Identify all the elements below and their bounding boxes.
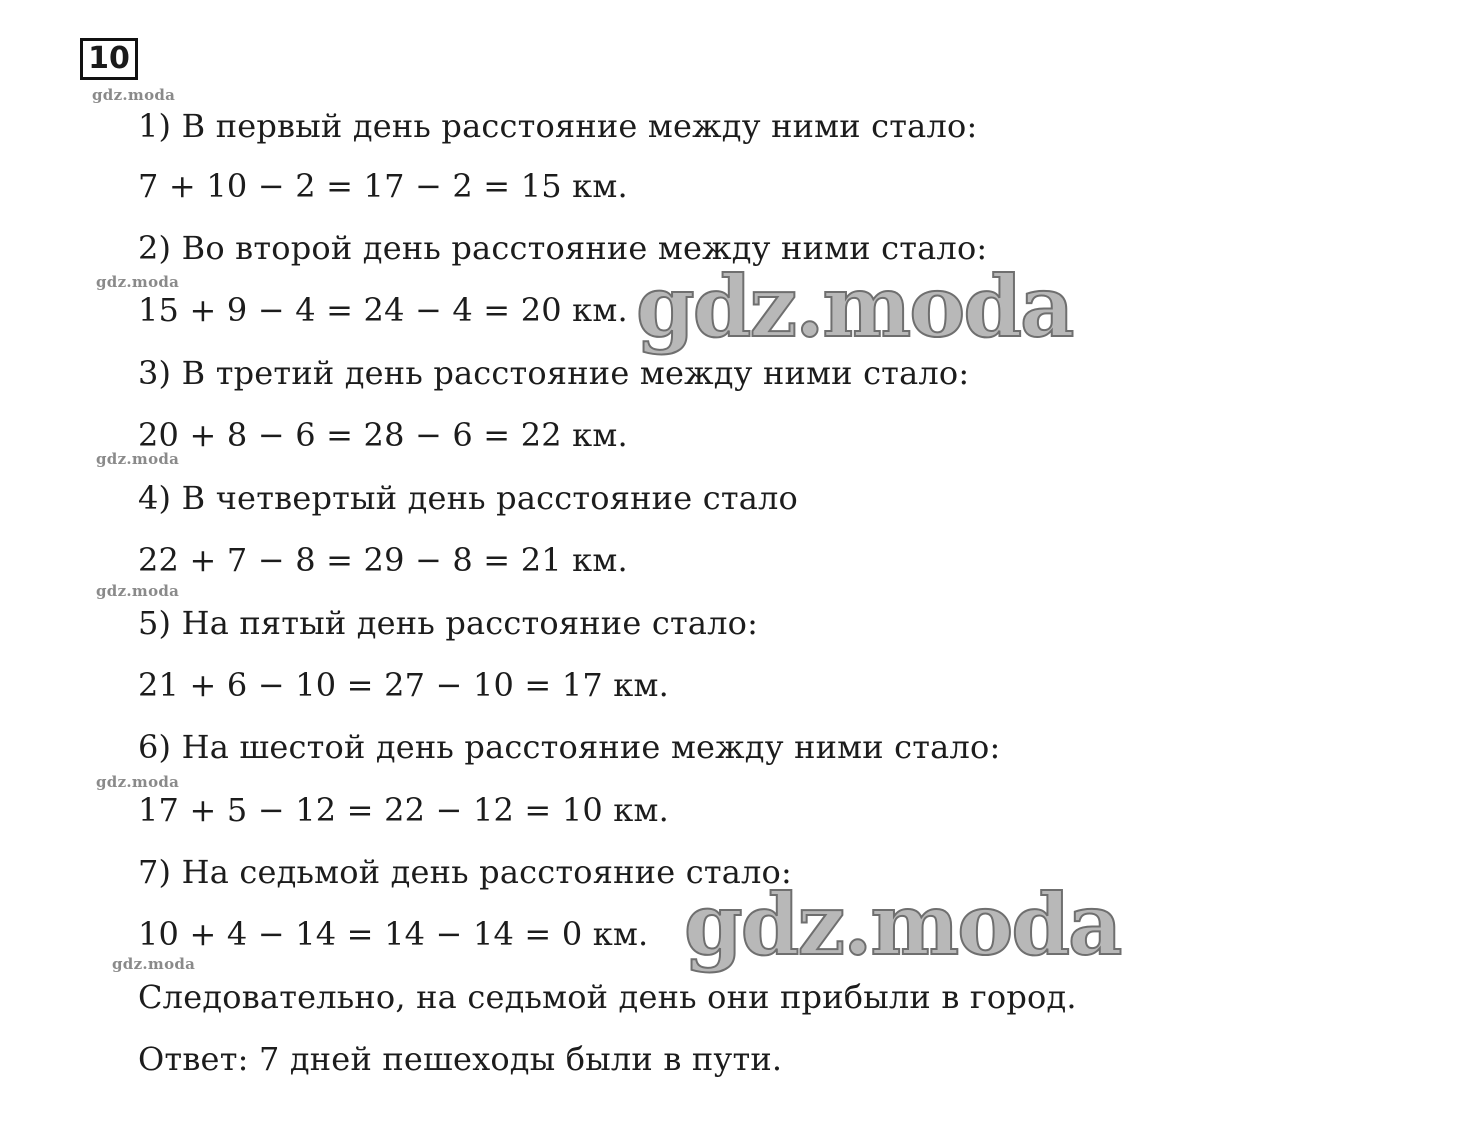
step-6-text: 6) На шестой день расстояние между ними стало: [138,728,1001,766]
watermark-small: gdz.moda [96,582,180,600]
step-3-equation: 20 + 8 − 6 = 28 − 6 = 22 км. [138,416,628,454]
step-2-text: 2) Во второй день расстояние между ними стало: [138,229,988,267]
watermark-small: gdz.moda [96,773,180,791]
watermark-small: gdz.moda [92,86,176,104]
step-2-equation: 15 + 9 − 4 = 24 − 4 = 20 км. [138,291,628,329]
step-1-text: 1) В первый день расстояние между ними стало: [138,107,978,145]
step-3-text: 3) В третий день расстояние между ними стало: [138,354,970,392]
watermark-small: gdz.moda [112,955,196,973]
step-7-equation: 10 + 4 − 14 = 14 − 14 = 0 км. [138,915,649,953]
task-number: 10 [80,38,138,80]
answer-text: Ответ: 7 дней пешеходы были в пути. [138,1040,783,1078]
step-6-equation: 17 + 5 − 12 = 22 − 12 = 10 км. [138,791,669,829]
step-7-text: 7) На седьмой день расстояние стало: [138,853,792,891]
conclusion-text: Следовательно, на седьмой день они прибыли в город. [138,978,1077,1016]
step-1-equation: 7 + 10 − 2 = 17 − 2 = 15 км. [138,167,628,205]
watermark-small: gdz.moda [96,273,180,291]
step-4-equation: 22 + 7 − 8 = 29 − 8 = 21 км. [138,541,628,579]
watermark-large: gdz.moda [684,875,1121,974]
step-5-equation: 21 + 6 − 10 = 27 − 10 = 17 км. [138,666,669,704]
step-5-text: 5) На пятый день расстояние стало: [138,604,759,642]
watermark-small: gdz.moda [96,450,180,468]
watermark-large: gdz.moda [636,257,1073,356]
step-4-text: 4) В четвертый день расстояние стало [138,479,798,517]
